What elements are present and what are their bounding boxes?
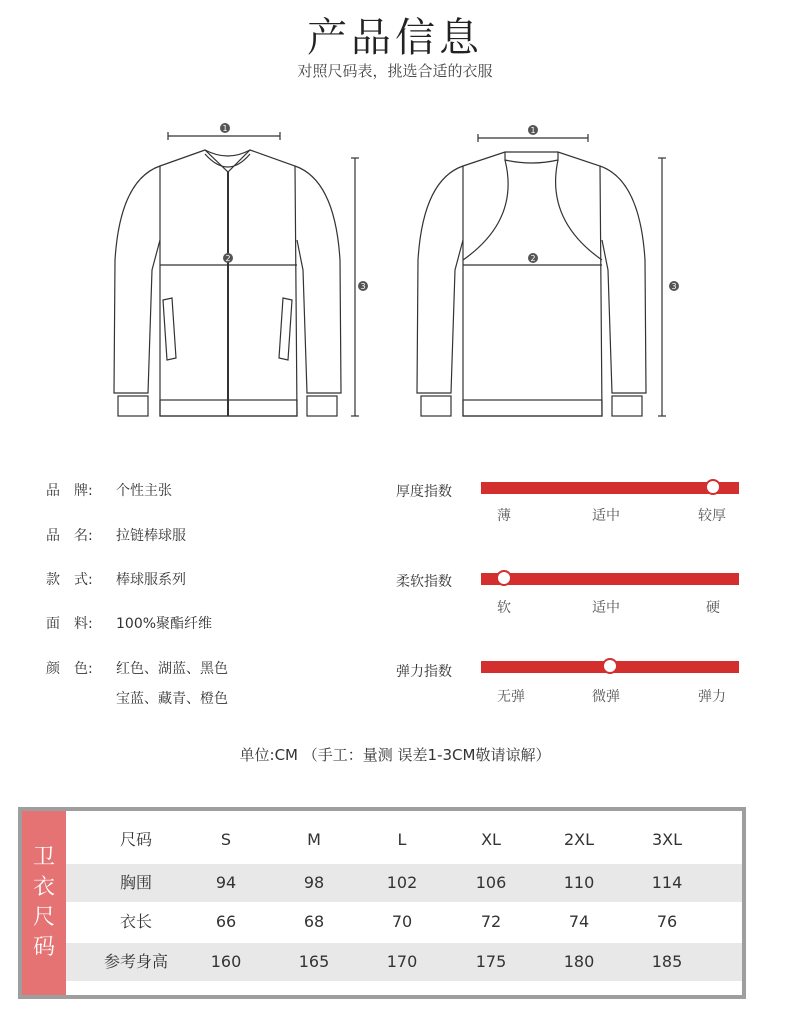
spec-value: 个性主张 xyxy=(116,483,172,499)
table-cell: 175 xyxy=(475,952,507,971)
softness-index-label: 柔软指数 xyxy=(396,574,452,590)
table-cell: 98 xyxy=(303,873,325,892)
softness-index-bar xyxy=(481,573,739,585)
svg-text:3: 3 xyxy=(671,282,677,291)
spec-value-line2: 宝蓝、藏青、橙色 xyxy=(116,691,228,707)
header-cell: 3XL xyxy=(651,830,683,849)
elasticity-index-bar xyxy=(481,661,739,673)
marker-2-back xyxy=(528,253,538,263)
unit-note: 单位:CM （手工：量测 误差1-3CM敬请谅解） xyxy=(239,746,551,764)
spec-brand xyxy=(46,480,172,500)
spec-label: 面 料: xyxy=(46,616,93,632)
table-cell: 76 xyxy=(656,912,678,931)
spec-label: 品 名: xyxy=(46,528,93,544)
jacket-back-drawing xyxy=(417,134,666,416)
table-cell: 70 xyxy=(391,912,413,931)
spec-style xyxy=(46,569,186,589)
spec-value: 棒球服系列 xyxy=(116,572,186,588)
table-cell: 106 xyxy=(475,873,507,892)
page-title: 产品信息 xyxy=(307,15,483,61)
thickness-scale-high: 较厚 xyxy=(698,508,726,524)
header-cell: XL xyxy=(481,830,501,849)
thickness-scale-low: 薄 xyxy=(497,508,511,524)
side-char: 码 xyxy=(32,935,55,960)
table-cell: 94 xyxy=(215,873,237,892)
spec-label: 颜 色: xyxy=(46,661,93,677)
table-row xyxy=(66,903,742,941)
softness-scale-mid: 适中 xyxy=(592,600,620,616)
table-cell: 114 xyxy=(651,873,683,892)
table-cell: 165 xyxy=(298,952,330,971)
table-cell: 102 xyxy=(386,873,418,892)
spec-value: 100%聚酯纤维 xyxy=(116,616,213,632)
marker-3-back xyxy=(669,281,679,291)
table-cell: 68 xyxy=(303,912,325,931)
table-cell: 74 xyxy=(568,912,590,931)
thickness-scale-mid: 适中 xyxy=(592,508,620,524)
table-cell: 180 xyxy=(563,952,595,971)
spec-product-name xyxy=(46,525,186,545)
table-header-row xyxy=(66,821,742,859)
marker-1-front xyxy=(220,123,230,133)
spec-label: 款 式: xyxy=(46,572,93,588)
softness-scale-low: 软 xyxy=(497,600,511,616)
elasticity-scale-low: 无弹 xyxy=(497,689,525,705)
svg-text:2: 2 xyxy=(530,254,536,263)
softness-index-knob xyxy=(496,570,512,586)
marker-2-front xyxy=(223,253,233,263)
header-cell: 尺码 xyxy=(119,830,152,849)
elasticity-index-knob xyxy=(602,658,618,674)
table-row xyxy=(66,864,742,902)
jacket-diagram xyxy=(0,110,790,440)
size-table-side-label xyxy=(22,811,66,995)
svg-text:3: 3 xyxy=(360,282,366,291)
spec-value: 红色、湖蓝、黑色 xyxy=(116,661,228,677)
row-label: 衣长 xyxy=(119,912,152,931)
svg-text:1: 1 xyxy=(222,124,228,133)
table-cell: 160 xyxy=(210,952,242,971)
thickness-index-knob xyxy=(705,479,721,495)
header-cell: S xyxy=(220,830,232,849)
softness-scale-high: 硬 xyxy=(706,600,720,616)
page-subtitle: 对照尺码表，挑选合适的衣服 xyxy=(297,62,493,80)
row-label: 参考身高 xyxy=(103,952,168,971)
header-cell: L xyxy=(397,830,407,849)
spec-colors xyxy=(46,658,228,708)
table-cell: 170 xyxy=(386,952,418,971)
thickness-index-label: 厚度指数 xyxy=(396,484,452,500)
spec-label: 品 牌: xyxy=(46,483,93,499)
elasticity-scale-high: 弹力 xyxy=(698,689,726,705)
size-table xyxy=(18,807,746,999)
spec-value: 拉链棒球服 xyxy=(116,528,186,544)
side-char: 尺 xyxy=(32,905,55,930)
table-cell: 110 xyxy=(563,873,595,892)
table-cell: 66 xyxy=(215,912,237,931)
svg-text:2: 2 xyxy=(225,254,231,263)
elasticity-index-label: 弹力指数 xyxy=(396,664,452,680)
table-cell: 72 xyxy=(480,912,502,931)
svg-text:1: 1 xyxy=(530,126,536,135)
table-cell: 185 xyxy=(651,952,683,971)
thickness-index-bar xyxy=(481,482,739,494)
elasticity-scale-mid: 微弹 xyxy=(592,689,620,705)
header-cell: M xyxy=(307,830,321,849)
table-row xyxy=(66,943,742,981)
marker-3-front xyxy=(358,281,368,291)
side-char: 衣 xyxy=(32,875,55,900)
jacket-front-drawing xyxy=(114,132,359,416)
side-char: 卫 xyxy=(32,845,55,870)
row-label: 胸围 xyxy=(119,873,152,892)
spec-fabric xyxy=(46,613,212,633)
header-cell: 2XL xyxy=(563,830,595,849)
marker-1-back xyxy=(528,125,538,135)
